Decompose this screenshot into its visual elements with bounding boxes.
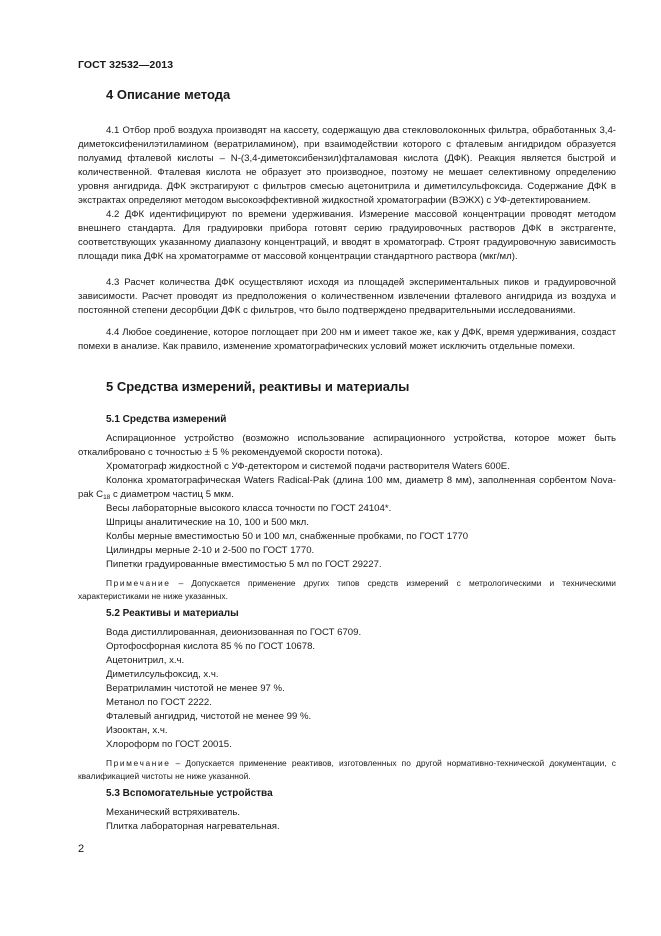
note-text: – Допускается применение реактивов, изготовленных по другой нормативно-технической документации, с квалификацией чистоты не ниже указанной. <box>78 758 616 781</box>
section-4-heading: 4 Описание метода <box>106 87 231 102</box>
note-text: – Допускается применение других типов средств измерений с метрологическими и техническими характеристиками не ниже указанных. <box>78 578 616 601</box>
subsection-5-1-heading: 5.1 Средства измерений <box>106 414 227 425</box>
reagent-item: Изооктан, х.ч. <box>106 725 168 736</box>
equipment-item: Шприцы аналитические на 10, 100 и 500 мкл. <box>106 517 309 528</box>
auxiliary-item: Механический встряхиватель. <box>106 807 241 818</box>
reagent-item: Вератриламин чистотой не менее 97 %. <box>106 683 285 694</box>
reagent-item: Метанол по ГОСТ 2222. <box>106 697 212 708</box>
reagent-item: Вода дистиллированная, деионизованная по ГОСТ 6709. <box>106 627 362 638</box>
chromatograph-item: Хроматограф жидкостной с УФ-детектором и системой подачи растворителя Waters 600E. <box>106 461 510 472</box>
equipment-item: Пипетки градуированные вместимостью 5 мл по ГОСТ 29227. <box>106 559 382 570</box>
aspirator-paragraph: Аспирационное устройство (возможно использование аспирационного устройства, которое может быть откалибровано с точностью ± 5 % рекомендуемой скорости потока). <box>78 433 616 459</box>
equipment-item: Весы лабораторные высокого класса точности по ГОСТ 24104*. <box>106 503 392 514</box>
equipment-item: Цилиндры мерные 2-10 и 2-500 по ГОСТ 1770. <box>106 545 315 556</box>
note-label: Примечание <box>106 758 171 768</box>
standard-code-header: ГОСТ 32532—2013 <box>78 59 174 71</box>
note-label: Примечание <box>106 578 171 588</box>
auxiliary-item: Плитка лабораторная нагревательная. <box>106 821 280 832</box>
subsection-5-2-heading: 5.2 Реактивы и материалы <box>106 608 239 619</box>
reagent-item: Диметилсульфоксид, х.ч. <box>106 669 219 680</box>
reagent-item: Хлороформ по ГОСТ 20015. <box>106 739 232 750</box>
column-text-a: Колонка хроматографическая Waters Radical-Pak (длина 100 мм, диаметр 8 мм), заполненная сорбентом Nova-pak C <box>78 475 616 501</box>
paragraph-4-2: 4.2 ДФК идентифицируют по времени удерживания. Измерение массовой концентрации проводят методом внешнего стандарта. Для градуировки прибора готовят серию градуировочных растворов ДФК в экстрагенте, соответствующих указанному диапазону концентраций, и вводят в хроматограф. Строят градуировочную зависимость площади пика ДФК на хроматограмме от массовой концентрации стандартного раствора (мкг/мл). <box>78 209 616 263</box>
column-subscript: 18 <box>103 494 111 502</box>
reagent-item: Ортофосфорная кислота 85 % по ГОСТ 10678. <box>106 641 316 652</box>
column-paragraph <box>78 474 616 502</box>
paragraph-4-1: 4.1 Отбор проб воздуха производят на кассету, содержащую два стекловолоконных фильтра, обработанных 3,4-диметоксифенилэтиламином (вератриламином), при взаимодействии которого с фталевым ангидридом образуется полуамид фталевой кислоты – N-(3,4-диметоксибензил)фталамовая кислота (ДФК). Реакция является быстрой и количественной. Фталевая кислота не образует это производное, поэтому не мешает селективному определению уровня ангидрида. ДФК экстрагируют с фильтров смесью ацетонитрила и диметилсульфоксида. Содержание ДФК в экстрактах определяют методом высокоэффективной жидкостной хроматографии (ВЭЖХ) с УФ-детектированием. <box>78 125 616 207</box>
reagent-item: Фталевый ангидрид, чистотой не менее 99 %. <box>106 711 312 722</box>
measurement-note <box>78 577 616 602</box>
paragraph-4-3: 4.3 Расчет количества ДФК осуществляют исходя из площадей экспериментальных пиков и градуировочной зависимости. Расчет проводят из предположения о количественном извлечении фталевого ангидрида из воздуха и постоянной степени десорбции ДФК с фильтров, что было подтверждено предварительными исследованиями. <box>78 277 616 317</box>
paragraph-4-4: 4.4 Любое соединение, которое поглощает при 200 нм и имеет такое же, как у ДФК, время удерживания, создаст помехи в анализе. Как правило, изменение хроматографических условий может исключить отдельные помехи. <box>78 327 616 353</box>
column-text-b: с диаметром частиц 5 мкм. <box>110 489 234 501</box>
subsection-5-3-heading: 5.3 Вспомогательные устройства <box>106 788 273 799</box>
page-number: 2 <box>78 843 85 855</box>
section-5-heading: 5 Средства измерений, реактивы и материалы <box>106 379 410 394</box>
reagent-item: Ацетонитрил, х.ч. <box>106 655 185 666</box>
reagents-note <box>78 757 616 782</box>
equipment-item: Колбы мерные вместимостью 50 и 100 мл, снабженные пробками, по ГОСТ 1770 <box>106 531 469 542</box>
